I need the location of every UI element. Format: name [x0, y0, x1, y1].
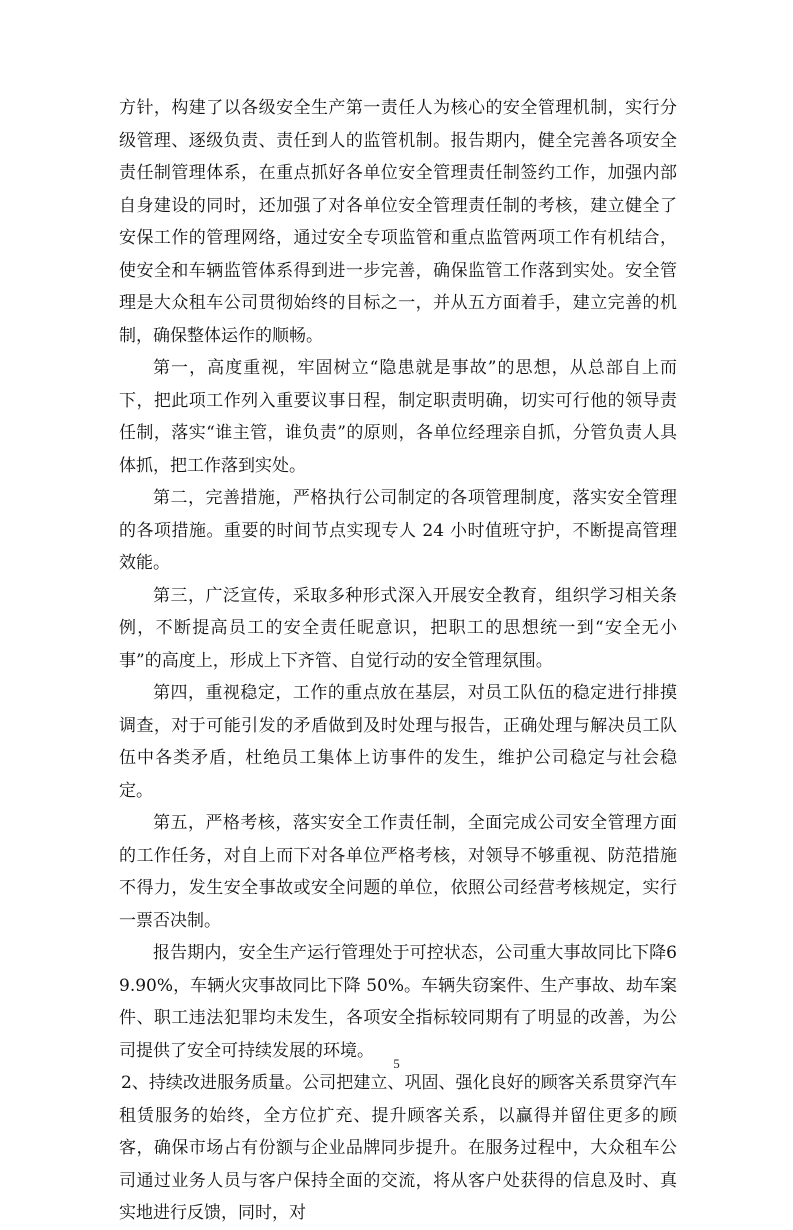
paragraph-first-point: 第一，高度重视，牢固树立“隐患就是事故”的思想，从总部自上而下，把此项工作列入重要议事日程，制定职责明确，切实可行他的领导责任制，落实“谁主管，谁负责”的原则，各单位经理亲自抓，分管负责人具体抓，把工作落到实处。: [119, 358, 677, 476]
paragraph-fifth-point: 第五，严格考核，落实安全工作责任制，全面完成公司安全管理方面的工作任务，对自上而下对各单位严格考核，对领导不够重视、防范措施不得力，发生安全事故或安全问题的单位，依照公司经营考核规定，实行一票否决制。: [119, 813, 677, 931]
paragraph-report-summary: 报告期内，安全生产运行管理处于可控状态，公司重大事故同比下降69.90%，车辆火灾事故同比下降 50%。车辆失窃案件、生产事故、劫车案件、职工违法犯罪均未发生，各项安全指标较同期有了明显的改善，为公司提供了安全可持续发展的环境。: [119, 943, 677, 1061]
paragraph-service-quality: 2、持续改进服务质量。公司把建立、巩固、强化良好的顾客关系贯穿汽车租赁服务的始终，全方位扩充、提升顾客关系，以赢得并留住更多的顾客，确保市场占有份额与企业品牌同步提升。在服务过程中，大众租车公司通过业务人员与客户保持全面的交流，将从客户处获得的信息及时、真实地进行反馈，同时，对: [119, 1073, 677, 1223]
paragraph-fourth-point: 第四，重视稳定，工作的重点放在基层，对员工队伍的稳定进行排摸调查，对于可能引发的矛盾做到及时处理与报告，正确处理与解决员工队伍中各类矛盾，杜绝员工集体上访事件的发生，维护公司稳定与社会稳定。: [119, 683, 677, 801]
paragraph-third-point: 第三，广泛宣传，采取多种形式深入开展安全教育，组织学习相关条例，不断提高员工的安全责任昵意识，把职工的思想统一到“安全无小事”的高度上，形成上下齐管、自觉行动的安全管理氛围。: [119, 585, 677, 671]
page-number: 5: [393, 1056, 400, 1071]
paragraph-intro: 方针，构建了以各级安全生产第一责任人为核心的安全管理机制，实行分级管理、逐级负责、责任到人的监管机制。报告期内，健全完善各项安全责任制管理体系，在重点抓好各单位安全管理责任制签约工作，加强内部自身建设的同时，还加强了对各单位安全管理责任制的考核，建立健全了安保工作的管理网络，通过安全专项监管和重点监管两项工作有机结合，使安全和车辆监管体系得到进一步完善，确保监管工作落到实处。安全管理是大众租车公司贯彻始终的目标之一，并从五方面着手，建立完善的机制，确保整体运作的顺畅。: [119, 98, 677, 346]
paragraph-second-point: 第二，完善措施，严格执行公司制定的各项管理制度，落实安全管理的各项措施。重要的时间节点实现专人 24 小时值班守护，不断提高管理效能。: [119, 488, 677, 573]
